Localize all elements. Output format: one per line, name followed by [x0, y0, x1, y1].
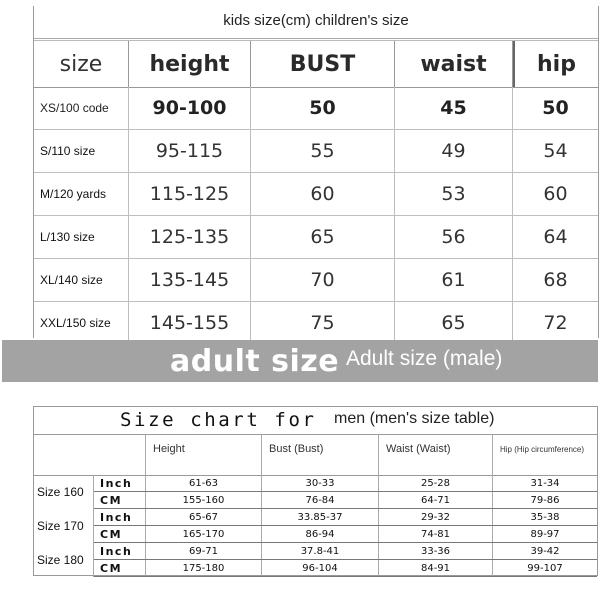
waist-cell: 61 — [395, 259, 513, 301]
table-row — [94, 475, 597, 492]
bust-cell: 65 — [251, 216, 395, 258]
unit-cell: Inch — [94, 509, 146, 525]
height-cell: 90-100 — [129, 87, 251, 129]
bust-cell: 37.8-41 — [262, 543, 379, 559]
bust-cell: 76-84 — [262, 492, 379, 508]
men-table-header — [34, 435, 597, 476]
adult-size-banner — [2, 340, 598, 382]
header-blank — [34, 435, 146, 475]
bust-cell: 55 — [251, 130, 395, 172]
waist-cell: 53 — [395, 173, 513, 215]
table-row — [34, 130, 598, 173]
size-group-label: Size 180 — [34, 543, 94, 577]
kids-size-table — [33, 6, 599, 338]
men-title-left: Size chart for — [120, 409, 317, 431]
size-group-label: Size 160 — [34, 475, 94, 509]
hip-cell: 35-38 — [530, 511, 560, 523]
bust-cell: 50 — [251, 87, 395, 129]
kids-table-title: kids size(cm) children's size — [34, 6, 598, 39]
hip-cell: 54 — [543, 140, 568, 162]
table-row — [34, 173, 598, 216]
height-cell: 65-67 — [146, 509, 262, 525]
bust-cell: 70 — [251, 259, 395, 301]
waist-cell: 25-28 — [379, 475, 493, 491]
bust-cell: 33.85-37 — [262, 509, 379, 525]
hip-cell: 79-86 — [530, 494, 560, 506]
men-table-title — [34, 407, 597, 435]
height-cell: 125-135 — [129, 216, 251, 258]
size-cell: XL/140 size — [34, 259, 129, 301]
size-group-label: Size 170 — [34, 509, 94, 543]
size-group — [34, 509, 597, 543]
hip-cell: 39-42 — [530, 545, 560, 557]
height-cell: 115-125 — [129, 173, 251, 215]
unit-cell: Inch — [94, 475, 146, 491]
waist-cell: 56 — [395, 216, 513, 258]
waist-cell: 33-36 — [379, 543, 493, 559]
header-bust: Bust (Bust) — [262, 435, 379, 475]
unit-cell: CM — [94, 560, 146, 576]
table-row — [94, 543, 597, 560]
bust-cell: 86-94 — [262, 526, 379, 542]
height-cell: 155-160 — [146, 492, 262, 508]
size-cell: XXL/150 size — [34, 302, 129, 344]
table-row — [94, 526, 597, 543]
height-cell: 175-180 — [146, 560, 262, 576]
header-hip: Hip (Hip circumference) — [500, 445, 585, 454]
waist-cell: 65 — [395, 302, 513, 344]
height-cell: 145-155 — [129, 302, 251, 344]
waist-cell: 84-91 — [379, 560, 493, 576]
table-row — [34, 216, 598, 259]
size-cell: XS/100 code — [34, 87, 129, 129]
size-cell: L/130 size — [34, 216, 129, 258]
size-cell: M/120 yards — [34, 173, 129, 215]
bust-cell: 96-104 — [262, 560, 379, 576]
hip-cell: 72 — [543, 312, 568, 334]
size-cell: S/110 size — [34, 130, 129, 172]
header-waist: waist — [395, 41, 513, 87]
header-waist: Waist (Waist) — [379, 435, 493, 475]
kids-table-body — [34, 87, 598, 345]
height-cell: 61-63 — [146, 475, 262, 491]
waist-cell: 49 — [395, 130, 513, 172]
table-row — [94, 560, 597, 577]
hip-cell: 64 — [543, 226, 568, 248]
header-hip: hip — [513, 41, 598, 87]
height-cell: 95-115 — [129, 130, 251, 172]
table-row — [34, 87, 598, 130]
header-height: Height — [146, 435, 262, 475]
banner-heading: adult size — [170, 344, 340, 379]
hip-cell: 31-34 — [530, 477, 560, 489]
waist-cell: 29-32 — [379, 509, 493, 525]
size-group — [34, 543, 597, 577]
hip-cell: 60 — [543, 183, 568, 205]
bust-cell: 75 — [251, 302, 395, 344]
waist-cell: 74-81 — [379, 526, 493, 542]
men-title-right: men (men's size table) — [334, 410, 495, 427]
unit-cell: CM — [94, 492, 146, 508]
table-row — [34, 259, 598, 302]
men-table-body — [34, 475, 597, 577]
unit-cell: Inch — [94, 543, 146, 559]
unit-cell: CM — [94, 526, 146, 542]
header-size: size — [34, 41, 129, 87]
header-bust: BUST — [251, 41, 395, 87]
height-cell: 165-170 — [146, 526, 262, 542]
kids-table-header — [34, 40, 598, 88]
hip-cell: 50 — [542, 97, 569, 119]
banner-subheading: Adult size (male) — [346, 347, 503, 370]
table-row — [94, 509, 597, 526]
table-row — [94, 492, 597, 509]
hip-cell: 99-107 — [527, 562, 563, 574]
hip-cell: 89-97 — [530, 528, 560, 540]
size-group — [34, 475, 597, 509]
men-size-table — [33, 406, 598, 576]
bust-cell: 60 — [251, 173, 395, 215]
table-row — [34, 302, 598, 345]
waist-cell: 45 — [395, 87, 513, 129]
height-cell: 135-145 — [129, 259, 251, 301]
waist-cell: 64-71 — [379, 492, 493, 508]
hip-cell: 68 — [543, 269, 568, 291]
bust-cell: 30-33 — [262, 475, 379, 491]
header-height: height — [129, 41, 251, 87]
height-cell: 69-71 — [146, 543, 262, 559]
